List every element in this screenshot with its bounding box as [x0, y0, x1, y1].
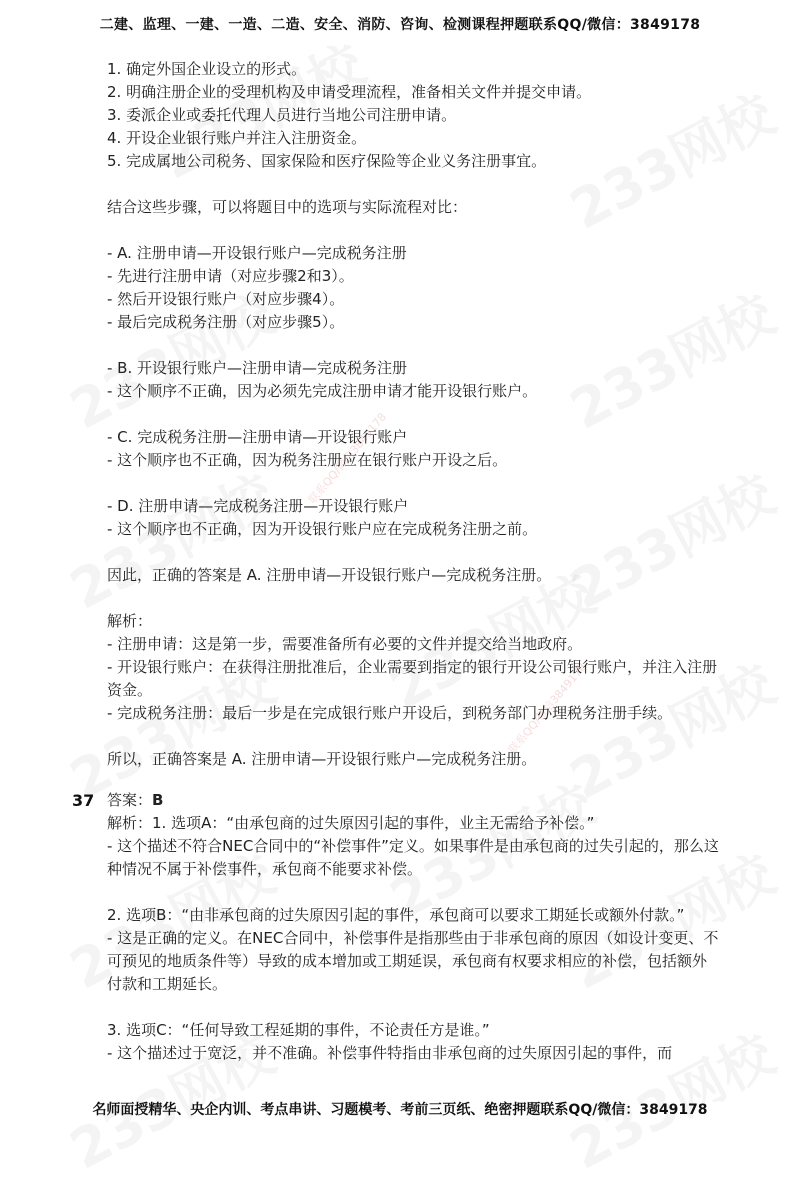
- q37-option-a: 解析：1. 选项A：“由承包商的过失原因引起的事件，业主无需给予补偿。”: [107, 814, 595, 832]
- question-37-answer: [72, 789, 719, 812]
- option-c-detail: - 这个顺序也不正确，因为税务注册应在银行账户开设之后。: [107, 451, 508, 469]
- q37-option-c-explanation: - 这个描述过于宽泛，并不准确。补偿事件特指由非承包商的过失原因引起的事件，而: [107, 1044, 673, 1062]
- compare-intro: 结合这些步骤，可以将题目中的选项与实际流程对比：: [107, 198, 468, 216]
- option-a-title: - A. 注册申请—开设银行账户—完成税务注册: [107, 244, 407, 262]
- option-d-title: - D. 注册申请—完成税务注册—开设银行账户: [107, 497, 409, 515]
- conclusion: 因此，正确的答案是 A. 注册申请—开设银行账户—完成税务注册。: [107, 566, 552, 584]
- analysis-title: 解析：: [107, 612, 153, 630]
- page-header: 二建、监理、一建、一造、二造、安全、消防、咨询、检测课程押题联系QQ/微信：3849178: [99, 17, 701, 33]
- step-item: 2. 明确注册企业的受理机构及申请受理流程，准备相关文件并提交申请。: [107, 83, 592, 101]
- analysis-item: - 注册申请：这是第一步，需要准备所有必要的文件并提交给当地政府。: [107, 635, 583, 653]
- option-b-detail: - 这个顺序不正确，因为必须先完成注册申请才能开设银行账户。: [107, 382, 538, 400]
- q37-option-c: 3. 选项C：“任何导致工程延期的事件，不论责任方是谁。”: [107, 1021, 490, 1039]
- page-footer: 名师面授精华、央企内训、考点串讲、习题模考、考前三页纸、绝密押题联系QQ/微信：3849178: [92, 1102, 708, 1118]
- step-item: 3. 委派企业或委托代理人员进行当地公司注册申请。: [107, 106, 457, 124]
- answer-letter: B: [152, 791, 164, 809]
- option-a-detail: - 然后开设银行账户（对应步骤4）。: [107, 290, 345, 308]
- step-item: 1. 确定外国企业设立的形式。: [107, 60, 307, 78]
- q37-option-b: 2. 选项B：“由非承包商的过失原因引起的事件，承包商可以要求工期延长或额外付款。”: [107, 906, 685, 924]
- analysis-item: - 开设银行账户：在获得注册批准后，企业需要到指定的银行开设公司银行账户，并注入注册资金。: [107, 658, 718, 699]
- q37-option-b-explanation: - 这是正确的定义。在NEC合同中，补偿事件是指那些由于非承包商的原因（如设计变更、不可预见的地质条件等）导致的成本增加或工期延误，承包商有权要求相应的补偿，包括额外付款和工期延长。: [107, 929, 719, 993]
- final-conclusion: 所以，正确答案是 A. 注册申请—开设银行账户—完成税务注册。: [107, 750, 537, 768]
- question-number: 37: [72, 791, 95, 810]
- step-item: 5. 完成属地公司税务、国家保险和医疗保险等企业义务注册事宜。: [107, 152, 547, 170]
- q37-option-a-explanation: - 这个描述不符合NEC合同中的“补偿事件”定义。如果事件是由承包商的过失引起的，那么这种情况不属于补偿事件，承包商不能要求补偿。: [107, 837, 719, 878]
- watermark-contact: 联系QQ/微信3849178: [505, 660, 590, 757]
- watermark-contact: 联系QQ/微信3849178: [305, 410, 390, 507]
- step-item: 4. 开设企业银行账户并注入注册资金。: [107, 129, 367, 147]
- analysis-item: - 完成税务注册：最后一步是在完成银行账户开设后，到税务部门办理税务注册手续。: [107, 704, 673, 722]
- option-a-detail: - 最后完成税务注册（对应步骤5）。: [107, 313, 345, 331]
- option-a-detail: - 先进行注册申请（对应步骤2和3）。: [107, 267, 354, 285]
- option-b-title: - B. 开设银行账户—注册申请—完成税务注册: [107, 359, 408, 377]
- option-d-detail: - 这个顺序也不正确，因为开设银行账户应在完成税务注册之前。: [107, 520, 538, 538]
- option-c-title: - C. 完成税务注册—注册申请—开设银行账户: [107, 428, 408, 446]
- document-body: [72, 58, 719, 1065]
- answer-label: 答案：: [107, 791, 153, 809]
